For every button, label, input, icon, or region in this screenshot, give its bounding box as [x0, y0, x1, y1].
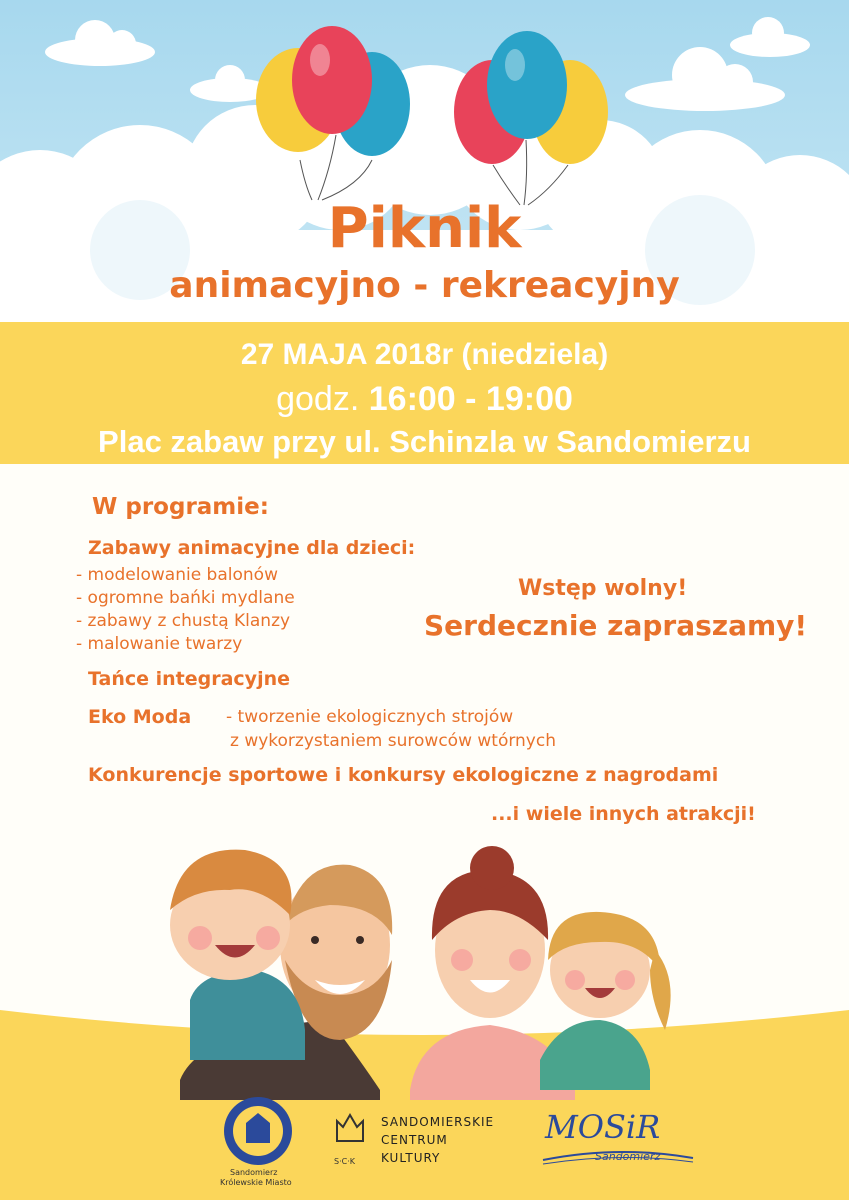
sck-line-1: SANDOMIERSKIE — [381, 1115, 495, 1129]
time-prefix: godz. — [276, 380, 360, 418]
event-time — [0, 380, 849, 419]
city-crest-icon — [222, 1095, 294, 1167]
free-entry: Wstęp wolny! — [518, 576, 688, 601]
mosir-subtitle: Sandomierz — [595, 1150, 661, 1163]
eko-moda-desc-2: z wykorzystaniem surowców wtórnych — [230, 731, 556, 751]
more-attractions: ...i wiele innych atrakcji! — [491, 803, 756, 825]
competitions-heading: Konkurencje sportowe i konkursy ekologiczne z nagrodami — [88, 764, 719, 786]
list-item: - zabawy z chustą Klanzy — [76, 611, 291, 631]
list-item: - malowanie twarzy — [76, 634, 243, 654]
mosir-logo: MOSiR — [545, 1108, 661, 1146]
sck-line-2: CENTRUM — [381, 1133, 448, 1147]
city-logo-text-1: Sandomierz — [230, 1168, 278, 1177]
kids-games-heading: Zabawy animacyjne dla dzieci: — [88, 537, 416, 559]
event-date: 27 MAJA 2018r (niedziela) — [240, 338, 609, 371]
poster-title: Piknik — [327, 196, 522, 261]
program-heading: W programie: — [92, 494, 269, 520]
list-item: - modelowanie balonów — [76, 565, 278, 585]
city-logo-text-2: Królewskie Miasto — [220, 1178, 292, 1187]
welcome-message: Serdecznie zapraszamy! — [424, 609, 808, 642]
sck-line-3: KULTURY — [381, 1151, 441, 1165]
sck-mark: S·C·K — [334, 1157, 355, 1166]
event-place: Plac zabaw przy ul. Schinzla w Sandomierzu — [98, 424, 751, 459]
list-item: - ogromne bańki mydlane — [76, 588, 295, 608]
eko-moda-desc: - tworzenie ekologicznych strojów — [226, 707, 514, 727]
dances-heading: Tańce integracyjne — [88, 668, 290, 690]
eko-moda-heading: Eko Moda — [88, 706, 192, 728]
time-value: 16:00 - 19:00 — [368, 380, 573, 418]
sck-crown-icon — [333, 1113, 367, 1153]
poster-subtitle: animacyjno - rekreacyjny — [169, 265, 680, 306]
